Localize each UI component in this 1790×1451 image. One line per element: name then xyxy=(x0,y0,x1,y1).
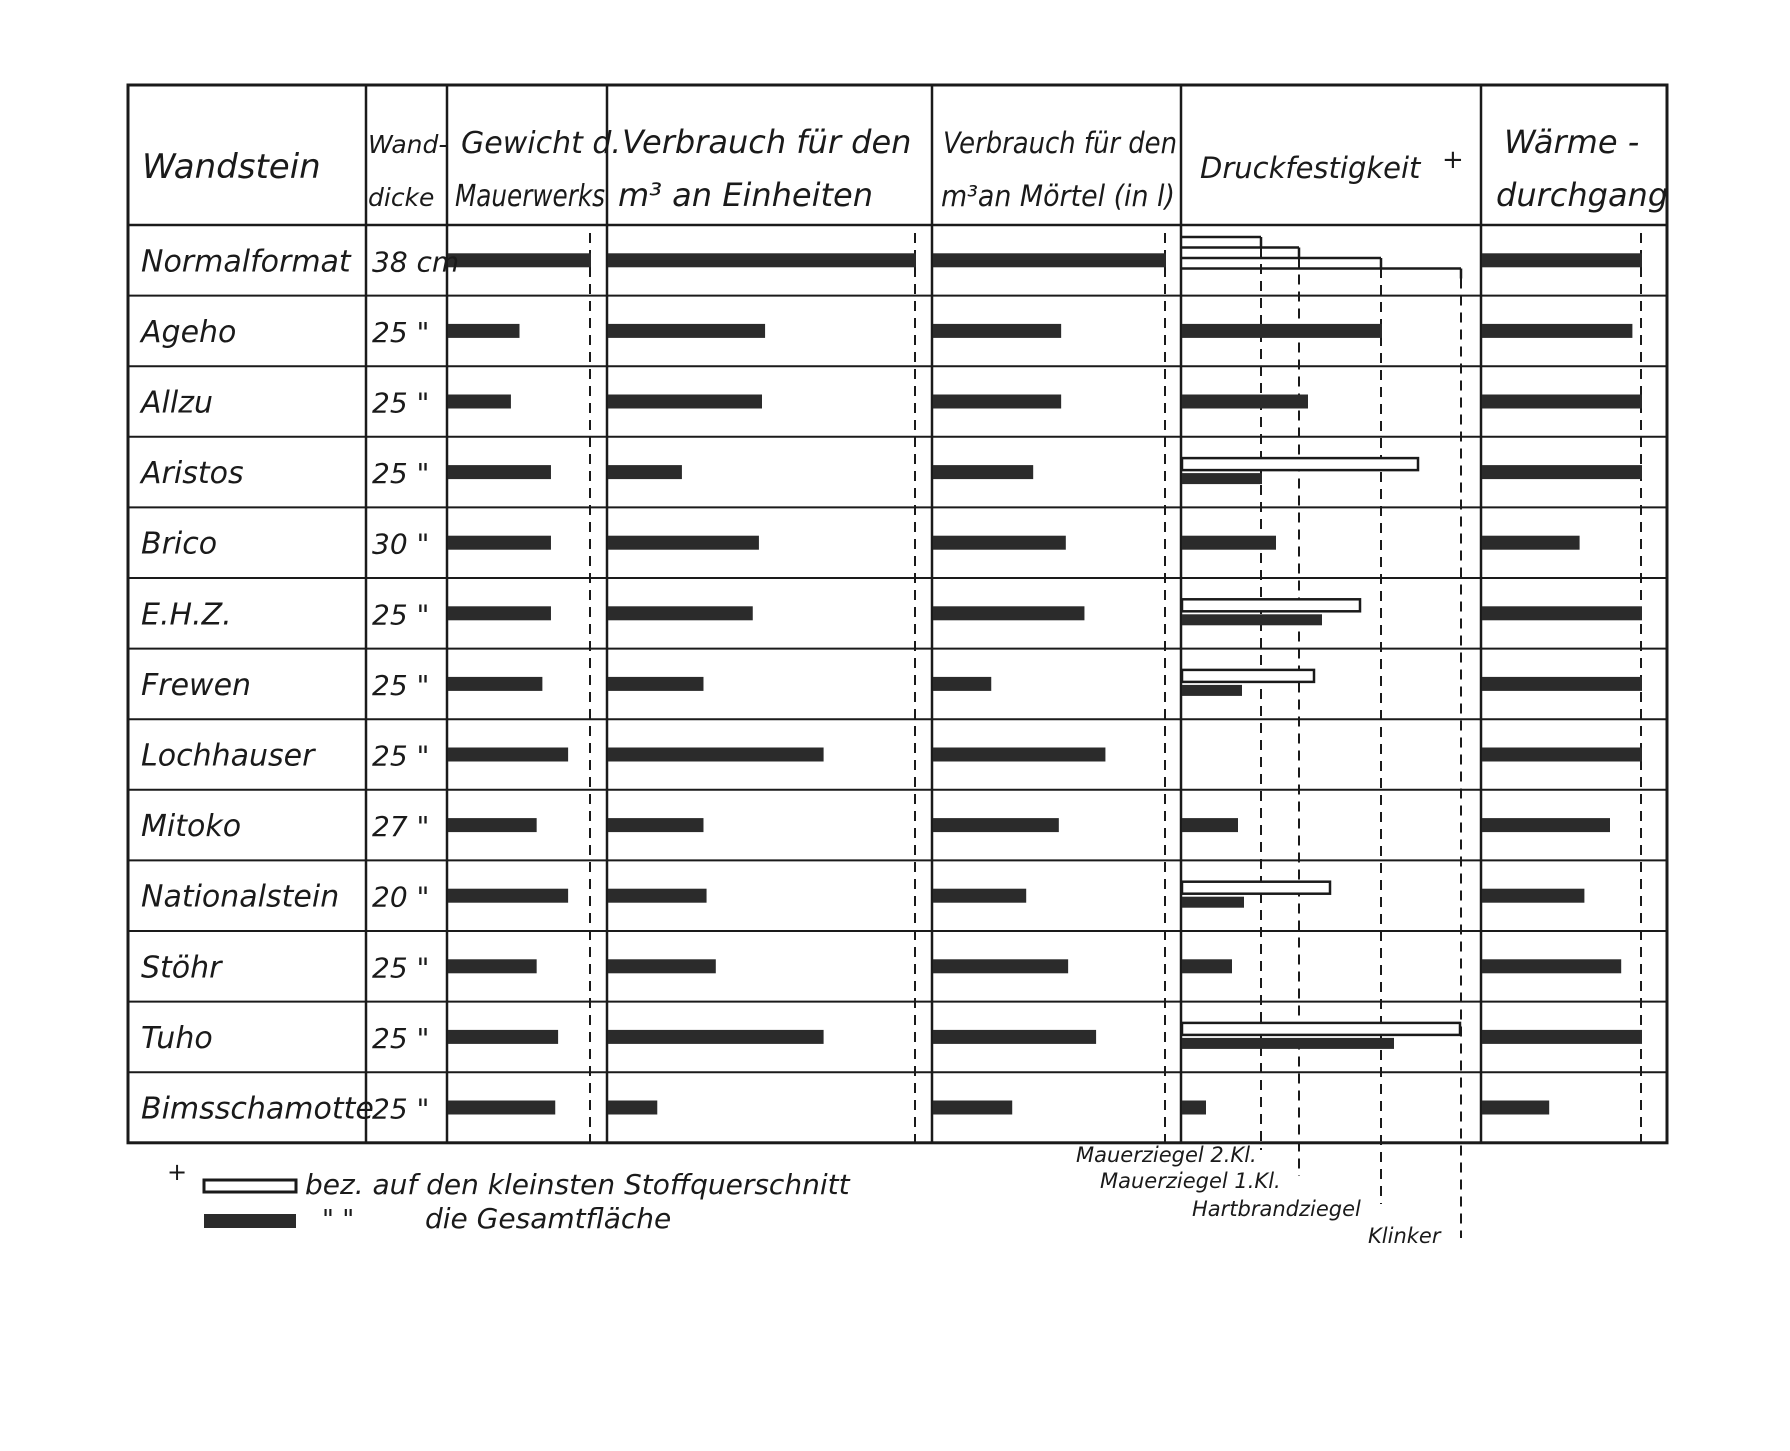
table-grid xyxy=(128,85,1667,1143)
row-label-wandstein: Brico xyxy=(141,526,218,562)
bar-verbrauch-moertel xyxy=(933,1030,1096,1044)
bar-verbrauch-moertel xyxy=(933,889,1026,903)
header-gewicht-2: Mauerwerks xyxy=(455,179,605,214)
row-label-wanddicke: 30 " xyxy=(372,527,430,561)
bar-waermedurchgang xyxy=(1482,959,1621,973)
bar-verbrauch-einheiten xyxy=(608,253,916,267)
row-label-wanddicke: 20 " xyxy=(372,880,430,914)
row-label-wandstein: Normalformat xyxy=(141,244,351,280)
row-label-wanddicke: 25 " xyxy=(372,457,430,491)
bar-verbrauch-moertel xyxy=(933,606,1084,620)
row-label-wandstein: Stöhr xyxy=(141,950,222,986)
bar-druckfestigkeit-gesamt xyxy=(1182,536,1276,550)
header-verbrauch-moertel-1: Verbrauch für den xyxy=(943,126,1177,160)
row-label-wanddicke: 38 cm xyxy=(372,245,460,279)
bar-waermedurchgang xyxy=(1482,889,1584,903)
header-waerme-1: Wärme - xyxy=(1504,123,1640,161)
header-verbrauch-einheiten-2: m³ an Einheiten xyxy=(618,176,873,214)
row-label-wandstein: Nationalstein xyxy=(141,879,340,915)
bar-verbrauch-einheiten xyxy=(608,536,759,550)
row-label-wanddicke: 25 " xyxy=(372,1092,430,1126)
legend-mark: + xyxy=(167,1158,188,1186)
header-druckfestigkeit-mark: + xyxy=(1442,145,1464,175)
bar-druckfestigkeit-kleinster xyxy=(1182,599,1360,611)
bar-verbrauch-moertel xyxy=(933,395,1061,409)
legend-hollow-swatch xyxy=(204,1180,296,1192)
row-label-wanddicke: 25 " xyxy=(372,1021,430,1055)
bar-verbrauch-einheiten xyxy=(608,959,716,973)
row-label-wanddicke: 25 " xyxy=(372,315,430,349)
bar-waermedurchgang xyxy=(1482,1101,1549,1115)
bar-gewicht xyxy=(448,395,511,409)
header-wandstein: Wandstein xyxy=(142,147,321,187)
bar-verbrauch-moertel xyxy=(933,959,1068,973)
row-label-wanddicke: 25 " xyxy=(372,739,430,773)
bar-waermedurchgang xyxy=(1482,606,1642,620)
bar-waermedurchgang xyxy=(1482,818,1610,832)
header-wanddicke-2: dicke xyxy=(368,183,435,212)
bar-gewicht xyxy=(448,818,537,832)
ref-label-hartbrandziegel: Hartbrandziegel xyxy=(1192,1197,1361,1221)
bar-gewicht xyxy=(448,465,551,479)
row-label-wandstein: E.H.Z. xyxy=(141,597,232,633)
bar-verbrauch-einheiten xyxy=(608,1030,824,1044)
bar-gewicht xyxy=(448,1101,555,1115)
bar-gewicht xyxy=(448,324,520,338)
row-label-wandstein: Tuho xyxy=(141,1020,213,1056)
bar-druckfestigkeit-kleinster xyxy=(1182,458,1418,470)
row-label-wanddicke: 27 " xyxy=(372,810,430,844)
bar-verbrauch-moertel xyxy=(933,818,1059,832)
legend-solid-ditto: " " xyxy=(322,1205,355,1235)
bar-waermedurchgang xyxy=(1482,324,1632,338)
bar-verbrauch-moertel xyxy=(933,465,1033,479)
header-druckfestigkeit: Druckfestigkeit xyxy=(1200,151,1421,185)
bar-verbrauch-einheiten xyxy=(608,606,753,620)
bar-verbrauch-einheiten xyxy=(608,395,762,409)
header-gewicht-1: Gewicht d. xyxy=(461,126,621,161)
bar-waermedurchgang xyxy=(1482,677,1642,691)
bar-gewicht xyxy=(448,253,591,267)
bar-gewicht xyxy=(448,1030,558,1044)
ref-label-klinker: Klinker xyxy=(1368,1224,1441,1248)
bar-verbrauch-einheiten xyxy=(608,1101,657,1115)
bar-verbrauch-moertel xyxy=(933,748,1105,762)
bar-gewicht xyxy=(448,536,551,550)
bar-waermedurchgang xyxy=(1482,748,1642,762)
bar-druckfestigkeit-kleinster xyxy=(1182,1023,1460,1035)
bar-verbrauch-moertel xyxy=(933,1101,1012,1115)
bar-verbrauch-einheiten xyxy=(608,324,765,338)
table-frame xyxy=(128,85,1667,1143)
legend xyxy=(167,1158,851,1235)
ref-label-mauerziegel-1: Mauerziegel 1.Kl. xyxy=(1100,1169,1281,1193)
bar-waermedurchgang xyxy=(1482,536,1580,550)
reference-labels xyxy=(1076,1143,1442,1248)
bar-waermedurchgang xyxy=(1482,1030,1642,1044)
header-wanddicke-1: Wand- xyxy=(368,130,448,159)
bar-verbrauch-einheiten xyxy=(608,818,703,832)
header-waerme-2: durchgang xyxy=(1496,176,1669,214)
bar-druckfestigkeit-gesamt xyxy=(1182,614,1322,625)
row-label-wandstein: Mitoko xyxy=(141,809,242,845)
bar-verbrauch-einheiten xyxy=(608,889,707,903)
row-label-wanddicke: 25 " xyxy=(372,386,430,420)
bar-verbrauch-einheiten xyxy=(608,677,703,691)
ref-label-mauerziegel-2: Mauerziegel 2.Kl. xyxy=(1076,1143,1257,1167)
legend-solid-text: die Gesamtfläche xyxy=(425,1202,672,1235)
legend-solid-swatch xyxy=(204,1214,296,1228)
bars xyxy=(448,253,1642,1114)
bar-druckfestigkeit-gesamt xyxy=(1182,685,1242,696)
row-label-wandstein: Lochhauser xyxy=(141,738,315,774)
bar-verbrauch-einheiten xyxy=(608,748,824,762)
bar-druckfestigkeit-gesamt xyxy=(1182,395,1308,409)
bar-verbrauch-moertel xyxy=(933,677,991,691)
row-labels xyxy=(139,244,459,1126)
bar-druckfestigkeit-gesamt xyxy=(1182,324,1382,338)
bar-druckfestigkeit-gesamt xyxy=(1182,1101,1206,1115)
bar-gewicht xyxy=(448,889,568,903)
bar-druckfestigkeit-kleinster xyxy=(1182,882,1330,894)
row-label-wandstein: Aristos xyxy=(141,456,244,492)
bar-verbrauch-einheiten xyxy=(608,465,682,479)
bar-verbrauch-moertel xyxy=(933,536,1066,550)
bar-verbrauch-moertel xyxy=(933,324,1061,338)
bar-verbrauch-moertel xyxy=(933,253,1166,267)
bar-gewicht xyxy=(448,959,537,973)
bar-druckfestigkeit-kleinster xyxy=(1182,670,1314,682)
row-label-wanddicke: 25 " xyxy=(372,668,430,702)
legend-hollow-text: bez. auf den kleinsten Stoffquerschnitt xyxy=(305,1168,850,1201)
header-verbrauch-einheiten-1: Verbrauch für den xyxy=(622,123,912,161)
bar-druckfestigkeit-gesamt xyxy=(1182,897,1244,908)
bar-gewicht xyxy=(448,748,568,762)
bar-druckfestigkeit-gesamt xyxy=(1182,1038,1394,1049)
bar-waermedurchgang xyxy=(1482,465,1642,479)
row-label-wandstein: Ageho xyxy=(141,314,237,350)
bar-druckfestigkeit-gesamt xyxy=(1182,959,1232,973)
row-label-wandstein: Frewen xyxy=(141,667,252,703)
bar-waermedurchgang xyxy=(1482,253,1642,267)
row-label-wanddicke: 25 " xyxy=(372,951,430,985)
header-verbrauch-moertel-2: m³an Mörtel (in l) xyxy=(941,179,1175,213)
bar-druckfestigkeit-gesamt xyxy=(1182,473,1262,484)
bar-druckfestigkeit-gesamt xyxy=(1182,818,1238,832)
reference-lines xyxy=(590,233,1641,1238)
header-row xyxy=(142,123,1668,214)
row-label-wanddicke: 25 " xyxy=(372,598,430,632)
row-label-wandstein: Bimsschamotte xyxy=(141,1091,374,1127)
row-label-wandstein: Allzu xyxy=(141,385,213,421)
bar-gewicht xyxy=(448,606,551,620)
bar-gewicht xyxy=(448,677,542,691)
bar-waermedurchgang xyxy=(1482,395,1642,409)
